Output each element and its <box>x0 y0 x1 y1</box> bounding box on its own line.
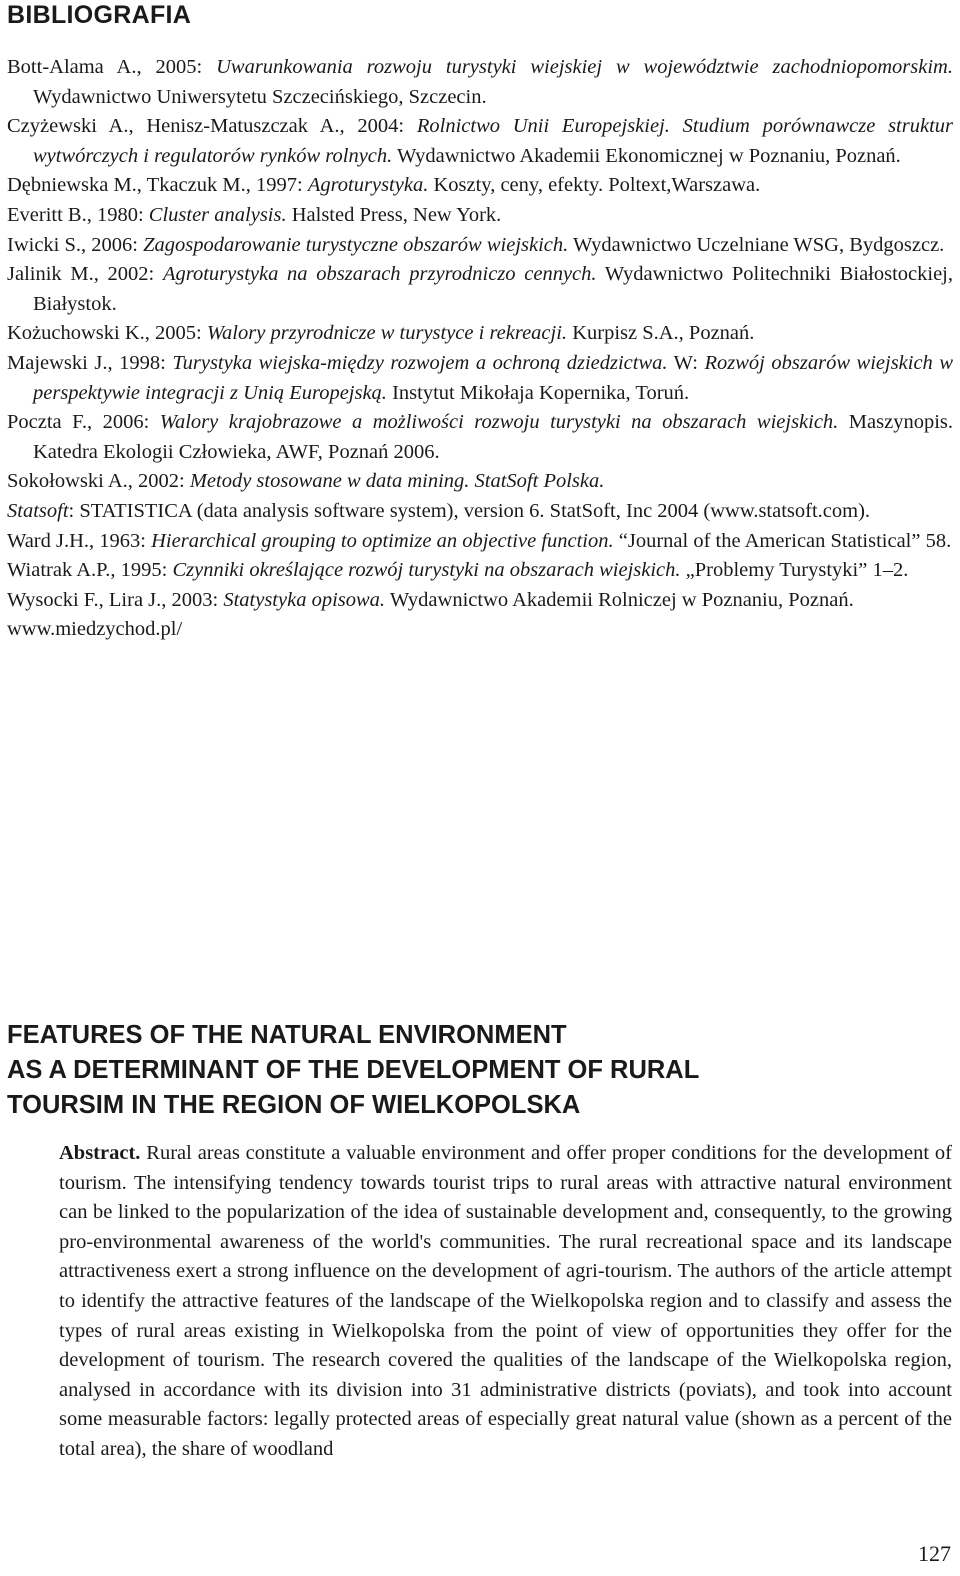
entry-publisher: Maszynopis. Katedra Ekologii Człowieka, AWF, Poznań 2006. <box>33 411 953 463</box>
bibliography-entry <box>7 527 953 557</box>
entry-title: Cluster analysis. <box>148 203 287 226</box>
entry-title: Agroturystyka. <box>307 174 429 197</box>
bibliography-entry <box>7 201 953 231</box>
bibliography-entry <box>7 171 953 201</box>
entry-title: Zagospodarowanie turystyczne obszarów wiejskich. <box>143 233 569 256</box>
entry-publisher: Koszty, ceny, efekty. Poltext,Warszawa. <box>428 174 761 197</box>
entry-author: Everitt B., 1980: <box>7 203 149 226</box>
bibliography-entry <box>7 467 953 497</box>
entry-title: Hierarchical grouping to optimize an objective function. <box>151 529 614 552</box>
bibliography-entry <box>7 349 953 408</box>
entry-title: Czynniki określające rozwój turystyki na obszarach wiejskich. <box>172 559 681 582</box>
entry-author: Poczta F., 2006: <box>7 411 160 434</box>
entry-title: Walory krajobrazowe a możliwości rozwoju turystyki na obszarach wiejskich. <box>159 411 839 434</box>
entry-author: Ward J.H., 1963: <box>7 529 152 552</box>
abstract-text: Rural areas constitute a valuable environment and offer proper conditions for the development of tourism. The intensifying tendency towards tourist trips to rural areas with attractive natural environment can be linked to the popularization of the idea of sustainable development and, consequently, to the growing pro-environmental awareness of the world's communities. The rural recreational space and its landscape attractiveness exert a strong influence on the development of agri-tourism. The authors of the article attempt to identify the attractive features of the landscape of the Wielkopolska region and to classify and assess the types of rural areas existing in Wielkopolska from the point of view of opportunities they offer for the development of tourism. The research covered the qualities of the landscape of the Wielkopolska region, analysed in accordance with its division into 31 administrative districts (poviats), and took into account some measurable factors: legally protected areas of especially great natural value (shown as a percent of the total area), the share of woodland <box>59 1142 952 1460</box>
abstract-paragraph <box>59 1139 952 1465</box>
bibliography-entry <box>7 260 953 319</box>
entry-author: Wysocki F., Lira J., 2003: <box>7 588 224 611</box>
entry-title: Statsoft <box>7 499 69 522</box>
page-number: 127 <box>918 1541 951 1566</box>
abstract-label: Abstract. <box>59 1142 141 1164</box>
entry-publisher: “Journal of the American Statistical” 58. <box>613 529 952 552</box>
entry-title: Turystyka wiejska-między rozwojem a ochroną dziedzictwa. <box>172 351 668 374</box>
entry-publisher: Kurpisz S.A., Poznań. <box>567 322 755 345</box>
entry-author: Sokołowski A., 2002: <box>7 470 190 493</box>
entry-book-title: Rozwój obszarów wiejskich w perspektywie integracji z Unią Europejską. <box>33 351 954 404</box>
bibliography-entry <box>7 231 953 261</box>
entry-publisher: Wydawnictwo Uniwersytetu Szczecińskiego, Szczecin. <box>33 85 487 108</box>
bibliography-entry <box>7 319 953 349</box>
bibliography-entry <box>7 586 953 616</box>
entry-author: Jalinik M., 2002: <box>7 263 163 286</box>
article-title-line: TOURSIM IN THE REGION OF WIELKOPOLSKA <box>7 1091 581 1119</box>
bibliography-entry <box>7 408 953 467</box>
entry-author: Kożuchowski K., 2005: <box>7 322 207 345</box>
bibliography-entry <box>7 556 953 586</box>
entry-publisher: Wydawnictwo Politechniki Białostockiej, Białystok. <box>33 263 953 315</box>
entry-publisher: Wydawnictwo Uczelniane WSG, Bydgoszcz. <box>568 233 945 256</box>
entry-author: Czyżewski A., Henisz-Matuszczak A., 2004: <box>7 115 417 138</box>
entry-title: Rolnictwo Unii Europejskiej. Studium porównawcze struktur wytwórczych i regulatorów rynków rolnych. <box>33 115 953 167</box>
bibliography-list <box>7 53 953 645</box>
entry-author: Iwicki S., 2006: <box>7 233 144 256</box>
bibliography-entry <box>7 615 953 645</box>
entry-title: Uwarunkowania rozwoju turystyki wiejskiej w województwie zachodniopomorskim. <box>216 56 953 78</box>
entry-publisher: W: <box>667 351 705 374</box>
bibliography-entry <box>7 53 953 112</box>
entry-author: Bott-Alama A., 2005: <box>7 56 217 78</box>
entry-title: Metody stosowane w data mining. StatSoft Polska. <box>189 470 605 493</box>
entry-book-publisher: Instytut Mikołaja Kopernika, Toruń. <box>386 381 690 404</box>
article-title <box>7 1018 699 1123</box>
entry-publisher: : STATISTICA (data analysis software system), version 6. StatSoft, Inc 2004 (www.statsoft.com). <box>68 499 871 522</box>
entry-publisher: „Problemy Turystyki” 1–2. <box>680 559 909 582</box>
article-title-line: AS A DETERMINANT OF THE DEVELOPMENT OF RURAL <box>7 1056 700 1084</box>
entry-author: Dębniewska M., Tkaczuk M., 1997: <box>7 174 308 197</box>
entry-title: Agroturystyka na obszarach przyrodniczo cennych. <box>162 263 597 286</box>
entry-publisher: Halsted Press, New York. <box>286 203 502 226</box>
entry-author: Majewski J., 1998: <box>7 351 173 374</box>
bibliography-entry <box>7 497 953 527</box>
entry-publisher: Wydawnictwo Akademii Rolniczej w Poznaniu, Poznań. <box>385 588 854 611</box>
entry-url: www.miedzychod.pl/ <box>7 618 183 641</box>
entry-publisher: Wydawnictwo Akademii Ekonomicznej w Poznaniu, Poznań. <box>392 144 901 167</box>
entry-author: Wiatrak A.P., 1995: <box>7 559 173 582</box>
entry-title: Walory przyrodnicze w turystyce i rekreacji. <box>206 322 568 345</box>
bibliography-heading: BIBLIOGRAFIA <box>7 1 192 29</box>
article-title-line: FEATURES OF THE NATURAL ENVIRONMENT <box>7 1021 567 1049</box>
bibliography-entry <box>7 112 953 171</box>
entry-title: Statystyka opisowa. <box>223 588 386 611</box>
